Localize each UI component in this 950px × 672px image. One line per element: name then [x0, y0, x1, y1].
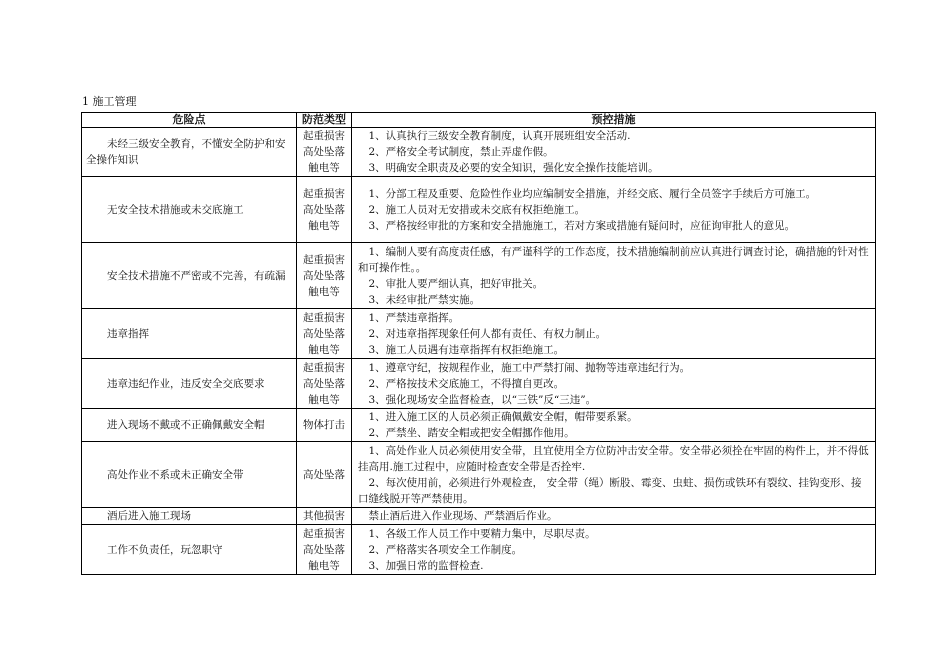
hazard-cell: 安全技术措施不严密或不完善，有疏漏: [82, 243, 297, 309]
table-row: [82, 309, 876, 359]
measure-item: 1、进入施工区的人员必须正确佩戴安全帽，帽带要系紧。: [368, 411, 638, 423]
type-label: 起重损害: [303, 311, 345, 324]
type-cell: [297, 508, 352, 525]
type-label: 触电等: [308, 393, 340, 406]
hazard-cell: 违章违纪作业，违反安全交底要求: [82, 359, 297, 409]
type-label: 高处坠落: [303, 146, 345, 158]
measure-item: 3、未经审批严禁实施。: [368, 293, 481, 306]
measure-item: 3、强化现场安全监督检查，以“三铁”反“三违”。: [368, 393, 597, 406]
type-label: 触电等: [308, 559, 340, 572]
type-label: 触电等: [308, 343, 340, 356]
measures-cell: [352, 508, 876, 525]
header-hazard: 危险点: [82, 113, 297, 128]
hazard-cell: 违章指挥: [82, 309, 297, 359]
type-label: 起重损害: [303, 527, 345, 540]
table-row: [82, 177, 876, 243]
type-label: 高处坠落: [303, 468, 345, 481]
type-label: 物体打击: [303, 419, 345, 431]
table-row: [82, 243, 876, 309]
measures-cell: [352, 128, 876, 177]
type-cell: [297, 359, 352, 409]
type-label: 其他损害: [303, 510, 345, 522]
hazard-cell: 工作不负责任，玩忽职守: [82, 525, 297, 575]
type-label: 起重损害: [303, 187, 345, 200]
measure-item: 2、严禁坐、踏安全帽或把安全帽挪作他用。: [368, 427, 575, 439]
hazard-cell: 未经三级安全教育，不懂安全防护和安全操作知识: [82, 128, 297, 177]
measures-cell: [352, 243, 876, 309]
type-cell: [297, 525, 352, 575]
table-row: [82, 508, 876, 525]
table-row: [82, 359, 876, 409]
measure-item: 1、严禁违章指挥。: [368, 311, 460, 324]
type-label: 触电等: [308, 219, 340, 232]
table-header-row: [82, 113, 876, 128]
type-cell: [297, 442, 352, 508]
section-title: 1 施工管理: [82, 95, 137, 108]
measure-item: 1、认真执行三级安全教育制度，认真开展班组安全活动.: [368, 130, 631, 142]
measure-item: 禁止酒后进入作业现场、严禁酒后作业。: [368, 510, 558, 522]
measures-cell: [352, 359, 876, 409]
type-cell: [297, 128, 352, 177]
type-label: 起重损害: [303, 253, 345, 266]
measure-item: 2、严格安全考试制度，禁止弄虚作假。: [368, 146, 554, 158]
measure-item: 3、加强日常的监督检查.: [368, 559, 484, 572]
table-row: [82, 442, 876, 508]
measure-item: 2、严格按技术交底施工，不得擅自更改。: [368, 377, 565, 390]
header-type: 防范类型: [297, 113, 352, 128]
measure-item: 3、严格按经审批的方案和安全措施施工，若对方案或措施有疑问时，应征询审批人的意见。: [368, 219, 796, 232]
measures-cell: [352, 309, 876, 359]
type-label: 起重损害: [303, 361, 345, 374]
measure-item: 1、高处作业人员必须使用安全带，且宜使用全方位防冲击安全带。安全带必须拴在牢固的构件上，并不得低挂高用.施工过程中，应随时检查安全带是否拴牢.: [358, 444, 869, 473]
measures-cell: [352, 442, 876, 508]
measures-cell: [352, 409, 876, 442]
table-row: [82, 409, 876, 442]
measure-item: 1、遵章守纪，按规程作业，施工中严禁打闹、抛物等违章违纪行为。: [368, 361, 691, 374]
type-label: 高处坠落: [303, 203, 345, 216]
measure-item: 1、各级工作人员工作中要精力集中，尽职尽责。: [368, 527, 596, 540]
type-label: 高处坠落: [303, 269, 345, 282]
hazard-cell: 高处作业不系或未正确安全带: [82, 442, 297, 508]
measure-item: 2、施工人员对无安措或未交底有权拒绝施工。: [368, 203, 586, 216]
type-label: 高处坠落: [303, 543, 345, 556]
risk-table: [81, 112, 876, 575]
measure-item: 2、审批人要严细认真，把好审批关。: [368, 277, 544, 290]
type-label: 起重损害: [303, 130, 345, 142]
type-label: 触电等: [308, 285, 340, 298]
type-label: 触电等: [308, 162, 340, 174]
measure-item: 1、分部工程及重要、危险性作业均应编制安全措施，并经交底、履行全员签字手续后方可施工。: [368, 187, 817, 200]
measure-item: 2、严格落实各项安全工作制度。: [368, 543, 523, 556]
measure-item: 2、每次使用前，必须进行外观检查， 安全带（绳）断股、霉变、虫蛀、损伤或铁环有裂纹、挂钩变形、接口缝线脱开等严禁使用。: [358, 476, 862, 505]
table-row: [82, 128, 876, 177]
measure-item: 3、明确安全职责及必要的安全知识，强化安全操作技能培训。: [368, 162, 659, 174]
type-cell: [297, 243, 352, 309]
type-label: 高处坠落: [303, 377, 345, 390]
measures-cell: [352, 177, 876, 243]
measures-cell: [352, 525, 876, 575]
type-cell: [297, 409, 352, 442]
header-measures: 预控措施: [352, 113, 876, 128]
type-cell: [297, 309, 352, 359]
table-row: [82, 525, 876, 575]
type-cell: [297, 177, 352, 243]
measure-item: 3、施工人员遇有违章指挥有权拒绝施工。: [368, 343, 565, 356]
measure-item: 2、对违章指挥现象任何人都有责任、有权力制止。: [368, 327, 607, 340]
measure-item: 1、编制人要有高度责任感，有严谨科学的工作态度，技术措施编制前应认真进行调查讨论，确措施的针对性和可操作性。。: [358, 245, 869, 274]
type-label: 高处坠落: [303, 327, 345, 340]
hazard-cell: 无安全技术措施或未交底施工: [82, 177, 297, 243]
hazard-cell: 进入现场不戴或不正确佩戴安全帽: [82, 409, 297, 442]
hazard-cell: 酒后进入施工现场: [82, 508, 297, 525]
